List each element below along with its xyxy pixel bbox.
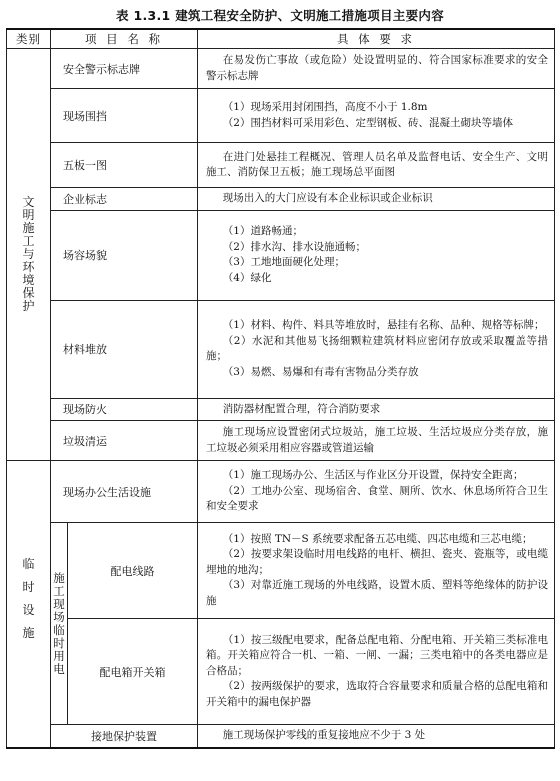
item-site: 场容场貌 (51, 210, 198, 300)
req-office: （1）施工现场办公、生活区与作业区分开设置，保持安全距离； （2）工地办公室、现场宿舍、食堂、厕所、饮水、休息场所符合卫生和安全要求 (198, 461, 555, 523)
req-site: （1）道路畅通； （2）排水沟、排水设施通畅； （3）工地地面硬化处理； （4）绿化 (198, 210, 555, 300)
table-row (7, 398, 555, 421)
category-civil (7, 49, 51, 461)
req-line: （1）按照 TN－S 系统要求配备五芯电缆、四芯电缆和三芯电缆； （2）按要求架设临时用电线路的电杆、横担、瓷夹、瓷瓶等，或电缆埋地的地沟； （3）对靠近施工现场的外电线路，设置木质、塑料等绝缘体的防护设施 (198, 523, 555, 619)
req-board: 在进门处悬挂工程概况、管理人员名单及监督电话、安全生产、文明施工、消防保卫五板；施工现场总平面图 (198, 143, 555, 188)
req-sign: 在易发伤亡事故（或危险）处设置明显的、符合国家标准要求的安全警示标志牌 (198, 49, 555, 89)
category-temp-elec (51, 523, 68, 725)
req-fire: 消防器材配置合理，符合消防要求 (198, 398, 555, 421)
req-logo: 现场出入的大门应设有本企业标识或企业标识 (198, 188, 555, 211)
table-row (7, 210, 555, 300)
table-row (7, 619, 555, 725)
table-row (7, 300, 555, 398)
header-req: 具 体 要 求 (198, 29, 555, 49)
table-row (7, 188, 555, 211)
table-row (7, 523, 555, 619)
req-fence: （1）现场采用封闭围挡，高度不小于 1.8m （2）围挡材料可采用彩色、定型钢板、砖、混凝土砌块等墙体 (198, 89, 555, 143)
table-row (7, 89, 555, 143)
table-row (7, 143, 555, 188)
table-title: 表 1.3.1 建筑工程安全防护、文明施工措施项目主要内容 (116, 8, 444, 23)
item-fence: 现场围挡 (51, 89, 198, 143)
item-office: 现场办公生活设施 (51, 461, 198, 523)
item-fire: 现场防火 (51, 398, 198, 421)
item-sign: 安全警示标志牌 (51, 49, 198, 89)
table-row (7, 49, 555, 89)
header-item: 项 目 名 称 (51, 29, 198, 49)
req-stack: （1）材料、构件、料具等堆放时，悬挂有名称、品种、规格等标牌； （2）水泥和其他易飞扬细颗粒建筑材料应密闭存放或采取覆盖等措施； （3）易燃、易爆和有毒有害物品分类存放 (198, 300, 555, 398)
header-row (7, 29, 555, 49)
header-category: 类别 (7, 29, 51, 49)
req-waste: 施工现场应设置密闭式垃圾站，施工垃圾、生活垃圾应分类存放，施工垃圾必须采用相应容器或管道运输 (198, 421, 555, 461)
category-temp (7, 461, 51, 748)
measures-table (6, 28, 555, 749)
item-board: 五板一图 (51, 143, 198, 188)
item-waste: 垃圾清运 (51, 421, 198, 461)
item-logo: 企业标志 (51, 188, 198, 211)
item-stack: 材料堆放 (51, 300, 198, 398)
item-line: 配电线路 (68, 523, 198, 619)
req-ground: 施工现场保护零线的重复接地应不少于 3 处 (198, 725, 555, 748)
item-box: 配电箱开关箱 (68, 619, 198, 725)
table-row (7, 421, 555, 461)
table-row (7, 725, 555, 748)
table-row (7, 461, 555, 523)
cat-elec-label: 施工现场临时用电 (53, 570, 65, 676)
req-box: （1）按三级配电要求，配备总配电箱、分配电箱、开关箱三类标准电箱。开关箱应符合一机、一箱、一闸、一漏；三类电箱中的各类电器应是合格品； （2）按两级保护的要求，选取符合容量要求和质量合格的总配电箱和开关箱中的漏电保护器 (198, 619, 555, 725)
cat-temp-label: 临 时 设 施 (22, 556, 35, 640)
cat-civil-label: 文 明 施 工 与 环 境 保 护 (22, 195, 35, 313)
item-ground: 接地保护装置 (51, 725, 198, 748)
